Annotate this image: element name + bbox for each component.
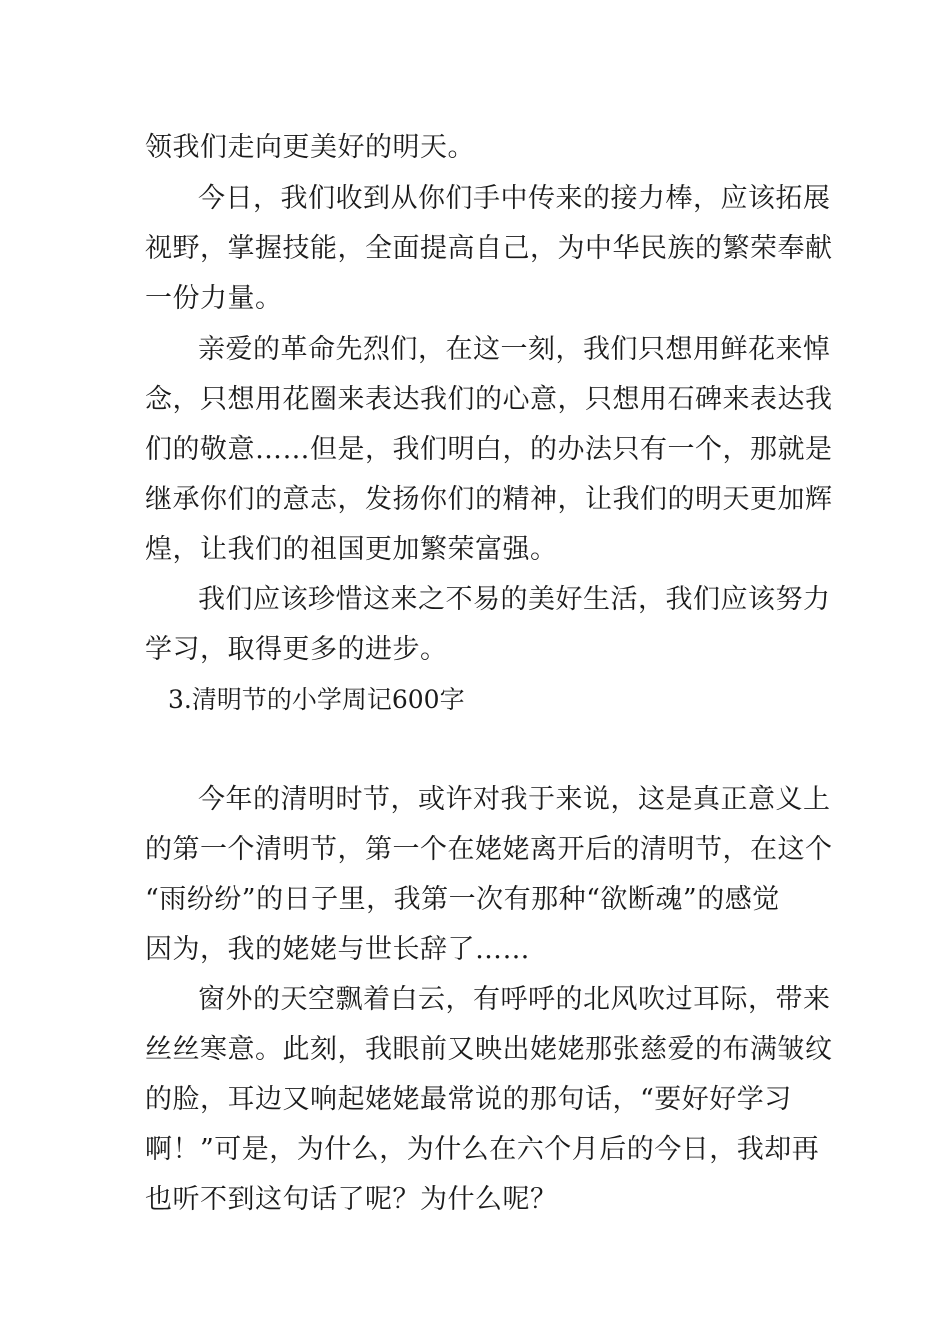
text-line: 亲爱的革命先烈们，在这一刻，我们只想用鲜花来悼 [198, 334, 831, 365]
text-line: 们的敬意……但是，我们明白，的办法只有一个，那就是 [145, 434, 833, 465]
text-line: 念，只想用花圈来表达我们的心意，只想用石碑来表达我 [145, 384, 833, 415]
text-line: 因为，我的姥姥与世长辞了…… [145, 934, 530, 965]
text-line: 今日，我们收到从你们手中传来的接力棒，应该拓展 [198, 183, 831, 214]
text-line: 继承你们的意志，发扬你们的精神，让我们的明天更加辉 [145, 484, 833, 515]
text-line: 啊！”可是，为什么，为什么在六个月后的今日，我却再 [145, 1134, 820, 1165]
text-line: 今年的清明时节，或许对我于来说，这是真正意义上 [198, 784, 831, 815]
text-line: 也听不到这句话了呢？为什么呢？ [145, 1184, 558, 1215]
text-line: “雨纷纷”的日子里，我第一次有那种“欲断魂”的感觉 [145, 884, 780, 915]
section-heading: 3.清明节的小学周记600字 [168, 685, 465, 714]
text-line: 丝丝寒意。此刻，我眼前又映出姥姥那张慈爱的布满皱纹 [145, 1034, 833, 1065]
text-line: 的第一个清明节，第一个在姥姥离开后的清明节，在这个 [145, 834, 833, 865]
text-line: 煌，让我们的祖国更加繁荣富强。 [145, 534, 558, 565]
text-line: 一份力量。 [145, 283, 283, 314]
text-line: 领我们走向更美好的明天。 [145, 132, 475, 163]
text-line: 窗外的天空飘着白云，有呼呼的北风吹过耳际，带来 [198, 984, 831, 1015]
text-line: 的脸，耳边又响起姥姥最常说的那句话，“要好好学习 [145, 1084, 792, 1115]
text-line: 视野，掌握技能，全面提高自己，为中华民族的繁荣奉献 [145, 233, 833, 264]
text-line: 学习，取得更多的进步。 [145, 634, 448, 665]
text-line: 我们应该珍惜这来之不易的美好生活，我们应该努力 [198, 584, 831, 615]
